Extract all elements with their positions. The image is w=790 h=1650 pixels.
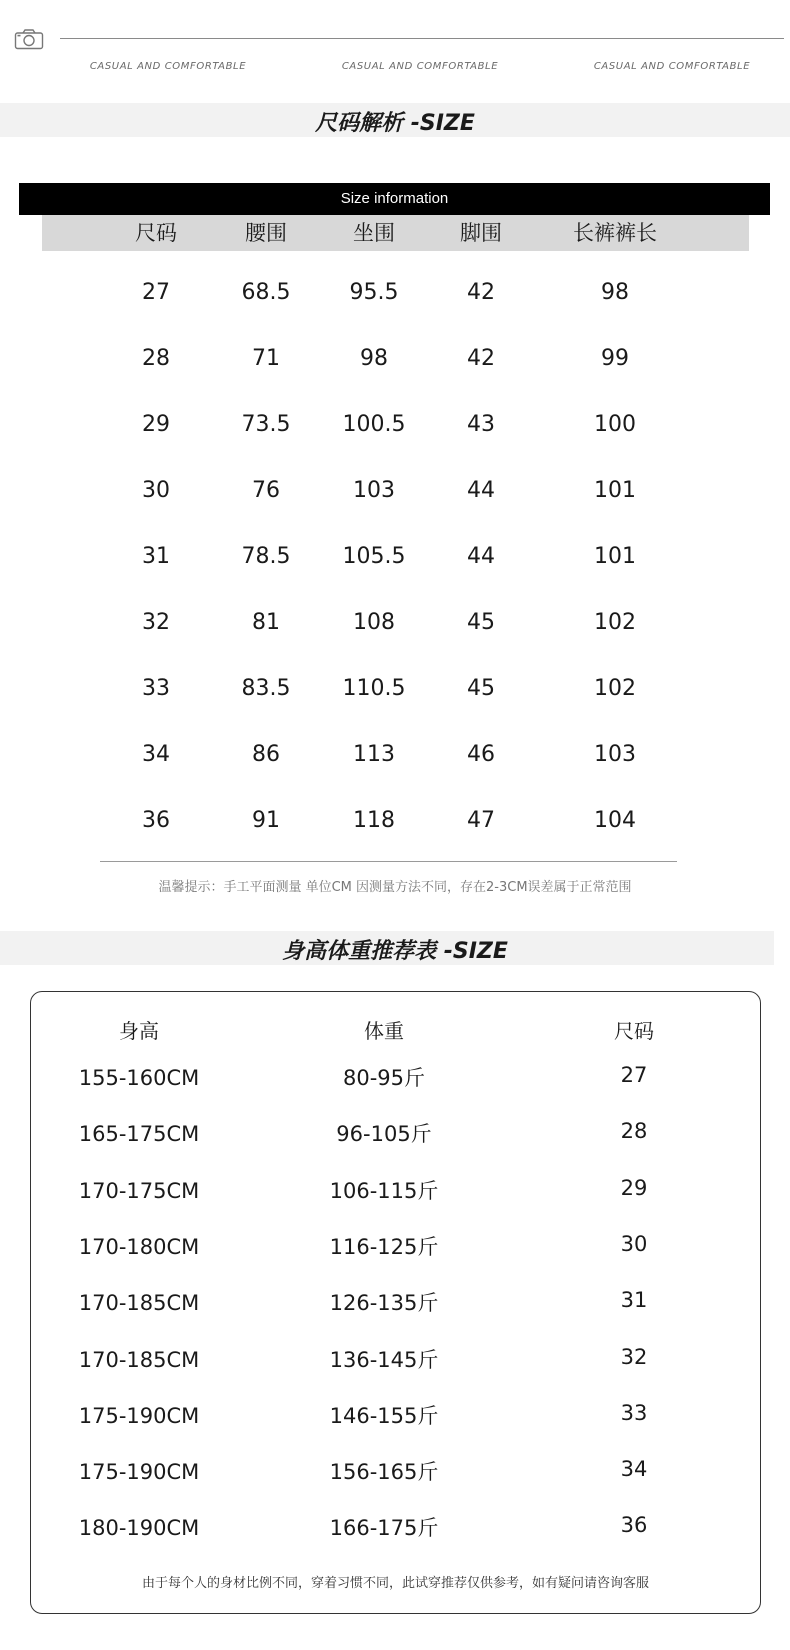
table-cell: 101 [594,478,636,503]
size-table-title: Size information [19,183,770,215]
tagline: CASUAL AND COMFORTABLE [341,61,499,72]
tagline: CASUAL AND COMFORTABLE [89,61,247,72]
table-cell: 42 [467,280,495,305]
size-column-header: 脚围 [460,221,502,245]
table-cell: 136-145斤 [329,1348,439,1372]
table-cell: 34 [142,742,170,767]
table-cell: 103 [594,742,636,767]
table-cell: 27 [142,280,170,305]
table-cell: 170-185CM [78,1348,200,1372]
table-cell: 45 [467,676,495,701]
tagline: CASUAL AND COMFORTABLE [593,61,751,72]
table-cell: 166-175斤 [329,1516,439,1540]
table-cell: 102 [594,610,636,635]
table-cell: 101 [594,544,636,569]
table-cell: 46 [467,742,495,767]
table-cell: 33 [142,676,170,701]
size-column-header: 腰围 [245,221,287,245]
table-cell: 100 [594,412,636,437]
table-cell: 44 [467,478,495,503]
table-cell: 110.5 [342,676,406,701]
table-cell: 32 [142,610,170,635]
table-cell: 29 [620,1176,648,1200]
table-cell: 126-135斤 [329,1291,439,1315]
size-column-header: 坐围 [353,221,395,245]
table-cell: 102 [594,676,636,701]
table-cell: 180-190CM [78,1516,200,1540]
table-cell: 83.5 [241,676,291,701]
header-divider [60,38,784,39]
size-column-header: 长裤裤长 [573,221,657,245]
table-cell: 30 [620,1232,648,1256]
recommend-column-header: 尺码 [614,1019,654,1043]
table-cell: 98 [601,280,629,305]
table-cell: 175-190CM [78,1460,200,1484]
table-cell: 81 [252,610,280,635]
size-column-header: 尺码 [135,221,177,245]
table-cell: 95.5 [349,280,399,305]
table-cell: 104 [594,808,636,833]
table-cell: 108 [353,610,395,635]
table-cell: 155-160CM [78,1066,200,1090]
table-cell: 78.5 [241,544,291,569]
table-cell: 96-105斤 [336,1122,432,1146]
table-cell: 31 [142,544,170,569]
table-cell: 43 [467,412,495,437]
table-cell: 71 [252,346,280,371]
recommend-column-header: 身高 [119,1019,159,1043]
table-cell: 29 [142,412,170,437]
table-cell: 175-190CM [78,1404,200,1428]
table-cell: 32 [620,1345,648,1369]
table-cell: 106-115斤 [329,1179,439,1203]
table-cell: 80-95斤 [342,1066,426,1090]
table-cell: 27 [620,1063,648,1087]
table-cell: 170-180CM [78,1235,200,1259]
table-cell: 91 [252,808,280,833]
table-cell: 33 [620,1401,648,1425]
table-cell: 103 [353,478,395,503]
table-cell: 116-125斤 [329,1235,439,1259]
table-cell: 113 [353,742,395,767]
table-cell: 98 [360,346,388,371]
table-cell: 118 [353,808,395,833]
table-cell: 156-165斤 [329,1460,439,1484]
recommend-section-title: 身高体重推荐表 -SIZE [282,939,508,964]
table-cell: 28 [620,1119,648,1143]
table-cell: 170-175CM [78,1179,200,1203]
table-cell: 36 [620,1513,648,1537]
table-cell: 105.5 [342,544,406,569]
table-cell: 31 [620,1288,648,1312]
table-cell: 68.5 [241,280,291,305]
table-cell: 170-185CM [78,1291,200,1315]
table-cell: 76 [252,478,280,503]
size-note: 温馨提示：手工平面测量 单位CM 因测量方法不同，存在2-3CM误差属于正常范围 [158,880,632,895]
table-cell: 28 [142,346,170,371]
table-cell: 165-175CM [78,1122,200,1146]
table-cell: 73.5 [241,412,291,437]
table-cell: 45 [467,610,495,635]
camera-icon [14,28,44,50]
table-cell: 86 [252,742,280,767]
table-cell: 146-155斤 [329,1404,439,1428]
table-cell: 30 [142,478,170,503]
table-cell: 100.5 [342,412,406,437]
table-cell: 44 [467,544,495,569]
table-cell: 99 [601,346,629,371]
table-cell: 47 [467,808,495,833]
table-cell: 34 [620,1457,648,1481]
size-table-divider [100,861,677,862]
recommend-column-header: 体重 [364,1019,404,1043]
recommend-note: 由于每个人的身材比例不同，穿着习惯不同，此试穿推荐仅供参考，如有疑问请咨询客服 [141,1576,649,1591]
size-section-title: 尺码解析 -SIZE [315,111,475,136]
table-cell: 36 [142,808,170,833]
table-cell: 42 [467,346,495,371]
